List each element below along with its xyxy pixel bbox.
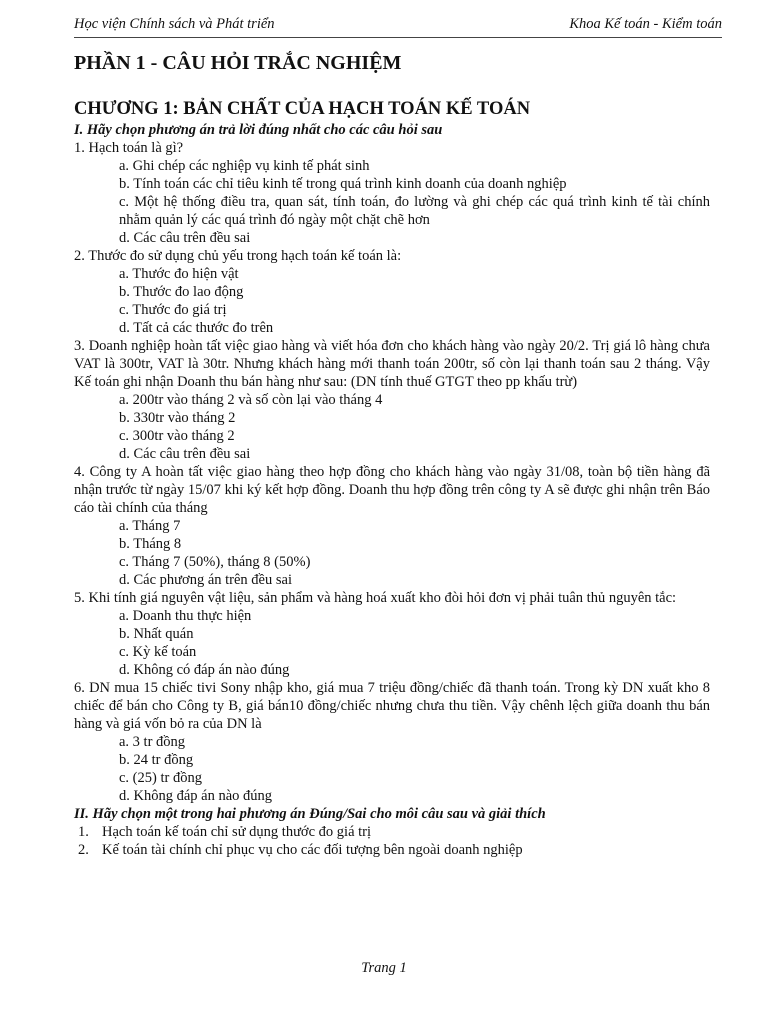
answer-option: c. Kỳ kế toán [119, 644, 197, 660]
answer-option: c. Tháng 7 (50%), tháng 8 (50%) [119, 554, 311, 570]
answer-option: d. Các phương án trên đều sai [119, 572, 292, 588]
question-text: 4. Công ty A hoàn tất việc giao hàng theo hợp đồng cho khách hàng vào ngày 31/08, toàn bộ tiền hàng đã nhận trước từ ngày 15/07 khi ký kết hợp đồng. Doanh thu hợp đồng trên công ty A sẽ được ghi nhận trên Báo cáo tài chính của tháng [74, 464, 710, 516]
answer-option: a. Ghi chép các nghiệp vụ kinh tế phát sinh [119, 158, 370, 174]
answer-option: a. Thước đo hiện vật [119, 266, 239, 282]
answer-option: c. 300tr vào tháng 2 [119, 428, 235, 444]
true-false-item [74, 841, 710, 859]
question-text: 2. Thước đo sử dụng chủ yếu trong hạch toán kế toán là: [74, 248, 402, 264]
header-institution: Học viện Chính sách và Phát triển [74, 16, 275, 32]
answer-option: c. Thước đo giá trị [119, 302, 227, 318]
answer-option: a. Tháng 7 [119, 518, 181, 534]
answer-option: d. Không có đáp án nào đúng [119, 662, 290, 678]
answer-option: b. Thước đo lao động [119, 284, 244, 300]
answer-option: b. Tháng 8 [119, 536, 182, 552]
answer-option: d. Tất cả các thước đo trên [119, 320, 274, 336]
answer-option: a. Doanh thu thực hiện [119, 608, 252, 624]
question-text: 5. Khi tính giá nguyên vật liệu, sản phẩm và hàng hoá xuất kho đòi hỏi đơn vị phải tuân thủ nguyên tắc: [74, 590, 677, 606]
answer-option: c. Một hệ thống điều tra, quan sát, tính toán, đo lường và ghi chép các quá trình kinh tế tài chính nhằm quản lý các quá trình đó ngày một chặt chẽ hơn [119, 194, 710, 228]
item-number: 1. [78, 824, 89, 840]
answer-option: d. Các câu trên đều sai [119, 446, 251, 462]
question-text: 3. Doanh nghiệp hoàn tất việc giao hàng và viết hóa đơn cho khách hàng vào ngày 20/2. Trị giá lô hàng chưa VAT là 300tr, VAT là 30tr. Nhưng khách hàng mới thanh toán 200tr, số còn lại thanh toán sau 2 tháng. Vậy Kế toán ghi nhận Doanh thu bán hàng như sau: (DN tính thuế GTGT theo pp khấu trừ) [74, 338, 710, 390]
answer-option: b. Tính toán các chỉ tiêu kinh tế trong quá trình kinh doanh của doanh nghiệp [119, 176, 567, 192]
item-number: 2. [78, 842, 89, 858]
section-1-title: I. Hãy chọn phương án trả lời đúng nhất cho các câu hỏi sau [74, 122, 443, 138]
document-body [74, 52, 710, 859]
answer-option: b. Nhất quán [119, 626, 194, 642]
true-false-list [74, 823, 710, 859]
true-false-item [74, 823, 710, 841]
chapter-title: CHƯƠNG 1: BẢN CHẤT CỦA HẠCH TOÁN KẾ TOÁN [74, 99, 531, 119]
answer-option: d. Các câu trên đều sai [119, 230, 251, 246]
answer-option: a. 200tr vào tháng 2 và số còn lại vào tháng 4 [119, 392, 383, 408]
question-text: 1. Hạch toán là gì? [74, 140, 184, 156]
answer-option: b. 330tr vào tháng 2 [119, 410, 236, 426]
item-text: Hạch toán kế toán chỉ sử dụng thước đo giá trị [102, 824, 372, 840]
page-header [74, 15, 722, 38]
answer-option: b. 24 tr đồng [119, 752, 194, 768]
answer-option: d. Không đáp án nào đúng [119, 788, 273, 804]
answer-option: c. (25) tr đồng [119, 770, 202, 786]
section-2-title: II. Hãy chọn một trong hai phương án Đúng/Sai cho môi câu sau và giải thích [74, 806, 546, 822]
question-text: 6. DN mua 15 chiếc tivi Sony nhập kho, giá mua 7 triệu đồng/chiếc đã thanh toán. Trong kỳ DN xuất kho 8 chiếc để bán cho Công ty B, giá bán10 đồng/chiếc nhưng chưa thu tiền. Vậy chênh lệch giữa doanh thu bán hàng và giá vốn bỏ ra của DN là [74, 680, 710, 732]
item-text: Kế toán tài chính chỉ phục vụ cho các đối tượng bên ngoài doanh nghiệp [102, 842, 523, 858]
header-faculty: Khoa Kế toán - Kiểm toán [569, 16, 722, 32]
page-footer: Trang 1 [361, 960, 407, 976]
part-title: PHẦN 1 - CÂU HỎI TRẮC NGHIỆM [74, 52, 402, 74]
answer-option: a. 3 tr đồng [119, 734, 186, 750]
question-list [74, 139, 710, 805]
